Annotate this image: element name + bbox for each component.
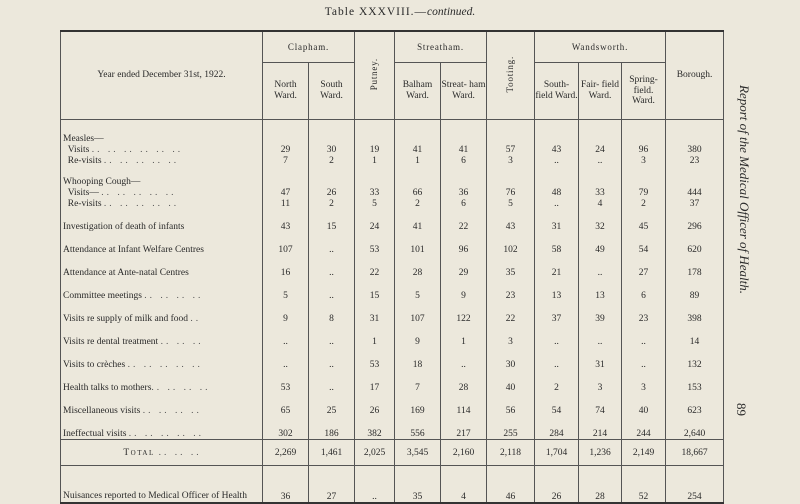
table-row: Visits re supply of milk and food .. 9 8 31 107 122 22 37 39 23 398 (61, 301, 724, 324)
table-row: Miscellaneous visits .. .. .. .. 65 25 26 169 114 56 54 74 40 623 (61, 393, 724, 416)
table-cell: 47 (263, 187, 309, 198)
table-cell: 4 (579, 198, 622, 209)
table-cell: 45 (622, 209, 666, 232)
table-cell: 35 (395, 466, 441, 504)
table-cell: 2 (622, 198, 666, 209)
table-cell: 27 (622, 255, 666, 278)
table-cell: 6 (622, 278, 666, 301)
table-cell: 214 (579, 416, 622, 440)
table-cell: 27 (309, 466, 355, 504)
table-row: Visits .. .. .. .. .. .. 29 30 19 41 41 57 43 24 96 380 (61, 144, 724, 155)
table-cell: 89 (666, 278, 724, 301)
table-cell: 13 (535, 278, 579, 301)
table-cell: 40 (487, 370, 535, 393)
table-cell: .. (579, 255, 622, 278)
table-cell: Nuisances reported to Medical Officer of Health (61, 466, 263, 504)
table-cell: 31 (535, 209, 579, 232)
table-cell: 41 (441, 144, 487, 155)
table-cell: 102 (487, 232, 535, 255)
table-cell: Investigation of death of infants (61, 209, 263, 232)
table-cell: 5 (263, 278, 309, 301)
table-cell: Measles— (61, 133, 263, 144)
table-cell: 9 (263, 301, 309, 324)
table-row (61, 255, 724, 278)
table-cell: 30 (309, 144, 355, 155)
table-cell: 18,667 (666, 440, 724, 466)
table-cell: 2,118 (487, 440, 535, 466)
table-cell: 48 (535, 187, 579, 198)
table-cell: 23 (487, 278, 535, 301)
table-cell: 43 (487, 209, 535, 232)
table-cell: .. (441, 347, 487, 370)
table-cell: .. (309, 232, 355, 255)
table-cell: 255 (487, 416, 535, 440)
table-title-main: Table XXXVIII.— (324, 6, 428, 18)
table-cell: 2 (309, 198, 355, 209)
table-cell: 54 (622, 232, 666, 255)
table-cell: 2 (395, 198, 441, 209)
table-cell: 6 (441, 155, 487, 166)
table-cell: 25 (309, 393, 355, 416)
table-cell: 2 (535, 370, 579, 393)
south-ward-header: South Ward. (309, 63, 355, 120)
side-running-title: Report of the Medical Officer of Health. (737, 85, 752, 295)
table-cell: 28 (441, 370, 487, 393)
table-cell: 26 (355, 393, 395, 416)
table-cell: 46 (487, 466, 535, 504)
table-cell: 153 (666, 370, 724, 393)
table-cell: .. (355, 466, 395, 504)
table-cell: 296 (666, 209, 724, 232)
table-cell: 53 (355, 232, 395, 255)
table-cell: 39 (579, 301, 622, 324)
table-cell: 6 (441, 198, 487, 209)
table-cell: 24 (579, 144, 622, 155)
table-cell: 22 (355, 255, 395, 278)
table-title (60, 6, 740, 18)
table-row: Re-visits .. .. .. .. .. 11 2 5 2 6 5 .. 4 2 37 (61, 198, 724, 209)
table-cell: .. (579, 324, 622, 347)
table-cell: 66 (395, 187, 441, 198)
fairfield-ward-header: Fair- field Ward. (579, 63, 622, 120)
table-cell: 43 (263, 209, 309, 232)
tooting-header: Tooting. (487, 31, 535, 120)
table-row (61, 466, 724, 504)
table-cell: 41 (395, 209, 441, 232)
springfield-ward-header: Spring- field. Ward. (622, 63, 666, 120)
table-cell: 16 (263, 255, 309, 278)
table-cell: 5 (487, 198, 535, 209)
table-cell: 107 (395, 301, 441, 324)
table-cell: 3 (622, 370, 666, 393)
table-cell: 3 (487, 324, 535, 347)
table-cell: 380 (666, 144, 724, 155)
table-cell: 7 (263, 155, 309, 166)
table-cell: .. (535, 198, 579, 209)
table-cell: 556 (395, 416, 441, 440)
table-cell: 57 (487, 144, 535, 155)
table-row (61, 133, 724, 144)
table-row: Health talks to mothers.. .. .. .. 53 .. 17 7 28 40 2 3 3 153 (61, 370, 724, 393)
table-cell: .. (263, 324, 309, 347)
table-cell: 1,461 (309, 440, 355, 466)
table-cell: 9 (395, 324, 441, 347)
table-cell: 33 (579, 187, 622, 198)
table-cell: 217 (441, 416, 487, 440)
table-cell: 26 (535, 466, 579, 504)
streatham-header: Streatham. (395, 31, 487, 63)
table-cell: 43 (535, 144, 579, 155)
table-cell: .. (579, 155, 622, 166)
table-cell: 2,025 (355, 440, 395, 466)
table-cell: .. (309, 255, 355, 278)
table-cell: .. (535, 324, 579, 347)
table-cell: 31 (355, 301, 395, 324)
table-row: Committee meetings .. .. .. .. 5 .. 15 5 9 23 13 13 6 89 (61, 278, 724, 301)
table-cell: 1,704 (535, 440, 579, 466)
table-cell: .. (535, 347, 579, 370)
table-cell: 56 (487, 393, 535, 416)
year-header: Year ended December 31st, 1922. (61, 31, 263, 120)
table-cell: 49 (579, 232, 622, 255)
table-cell: 23 (622, 301, 666, 324)
table-cell: 17 (355, 370, 395, 393)
putney-header: Putney. (355, 31, 395, 120)
table-cell: 96 (622, 144, 666, 155)
table-cell: Whooping Cough— (61, 176, 263, 187)
table-cell: 122 (441, 301, 487, 324)
table-cell: 28 (395, 255, 441, 278)
table-cell: 31 (579, 347, 622, 370)
table-cell: 23 (666, 155, 724, 166)
table-cell: 53 (263, 370, 309, 393)
balham-ward-header: Balham Ward. (395, 63, 441, 120)
table-cell: 114 (441, 393, 487, 416)
table-cell: 3 (487, 155, 535, 166)
table-cell: 382 (355, 416, 395, 440)
table-cell: 22 (487, 301, 535, 324)
statistics-table (60, 30, 724, 504)
table-cell: 53 (355, 347, 395, 370)
table-cell: 76 (487, 187, 535, 198)
table-cell: 40 (622, 393, 666, 416)
table-cell: 26 (309, 187, 355, 198)
table-cell: 37 (666, 198, 724, 209)
table-cell: 398 (666, 301, 724, 324)
table-cell: 79 (622, 187, 666, 198)
table-cell: 3 (622, 155, 666, 166)
table-cell: 15 (309, 209, 355, 232)
table-cell: 37 (535, 301, 579, 324)
table-cell: 1 (355, 324, 395, 347)
table-cell: 58 (535, 232, 579, 255)
table-row (61, 209, 724, 232)
wandsworth-header: Wandsworth. (535, 31, 666, 63)
table-row (61, 232, 724, 255)
table-row: Visits to crèches .. .. .. .. .. .. .. 53 18 .. 30 .. 31 .. 132 (61, 347, 724, 370)
table-cell: 54 (535, 393, 579, 416)
table-cell: 1 (441, 324, 487, 347)
table-cell: 36 (441, 187, 487, 198)
table-cell: 14 (666, 324, 724, 347)
table-cell: .. (309, 324, 355, 347)
table-cell: 620 (666, 232, 724, 255)
table-cell: 33 (355, 187, 395, 198)
north-ward-header: North Ward. (263, 63, 309, 120)
table-cell: 2,640 (666, 416, 724, 440)
table-cell: 2 (309, 155, 355, 166)
table-cell: 24 (355, 209, 395, 232)
table-cell: 1 (395, 155, 441, 166)
table-cell: 41 (395, 144, 441, 155)
streatham-ward-header: Streat- ham Ward. (441, 63, 487, 120)
table-cell: .. (263, 347, 309, 370)
table-cell: 1,236 (579, 440, 622, 466)
page-number: 89 (734, 403, 749, 416)
table-cell: 32 (579, 209, 622, 232)
total-row: Total .. .. .. 2,269 1,461 2,025 3,545 2,160 2,118 1,704 1,236 2,149 18,667 (61, 440, 724, 466)
table-cell: 186 (309, 416, 355, 440)
table-title-continued: continued. (427, 6, 476, 18)
table-cell: 65 (263, 393, 309, 416)
table-cell: 13 (579, 278, 622, 301)
table-cell: 18 (395, 347, 441, 370)
table-cell: 7 (395, 370, 441, 393)
table-cell: 9 (441, 278, 487, 301)
table-cell: 22 (441, 209, 487, 232)
table-cell: .. (535, 155, 579, 166)
table-cell: 29 (263, 144, 309, 155)
table-row: Re-visits .. .. .. .. .. 7 2 1 1 6 3 .. .. 3 23 (61, 155, 724, 166)
table-cell: 1 (355, 155, 395, 166)
table-cell: 29 (441, 255, 487, 278)
borough-header: Borough. (666, 31, 724, 120)
table-cell: 35 (487, 255, 535, 278)
table-cell: 2,160 (441, 440, 487, 466)
table-cell: 169 (395, 393, 441, 416)
table-cell: 8 (309, 301, 355, 324)
table-row: Ineffectual visits .. .. .. .. .. 302 186 382 556 217 255 284 214 244 2,640 (61, 416, 724, 440)
table-row: Visits re dental treatment .. .. .. .. .. 1 9 1 3 .. .. .. 14 (61, 324, 724, 347)
table-cell: 36 (263, 466, 309, 504)
table-cell: 3 (579, 370, 622, 393)
table-cell: 28 (579, 466, 622, 504)
table-cell: 74 (579, 393, 622, 416)
table-cell: 3,545 (395, 440, 441, 466)
table-cell: .. (622, 347, 666, 370)
table-cell: 178 (666, 255, 724, 278)
table-cell: 254 (666, 466, 724, 504)
table-cell: 132 (666, 347, 724, 370)
table-cell: 244 (622, 416, 666, 440)
table-cell: 21 (535, 255, 579, 278)
table-cell: 52 (622, 466, 666, 504)
table-cell: 2,269 (263, 440, 309, 466)
table-cell: 4 (441, 466, 487, 504)
table-cell: .. (309, 370, 355, 393)
clapham-header: Clapham. (263, 31, 355, 63)
table-row: Visits— .. .. .. .. .. 47 26 33 66 36 76 48 33 79 444 (61, 187, 724, 198)
table-cell: .. (622, 324, 666, 347)
table-cell: 101 (395, 232, 441, 255)
southfield-ward-header: South- field Ward. (535, 63, 579, 120)
table-cell: 30 (487, 347, 535, 370)
table-cell: 15 (355, 278, 395, 301)
table-cell: 444 (666, 187, 724, 198)
table-cell: .. (309, 347, 355, 370)
table-cell: .. (309, 278, 355, 301)
table-cell: Attendance at Infant Welfare Centres (61, 232, 263, 255)
table-cell: 302 (263, 416, 309, 440)
table-cell: 2,149 (622, 440, 666, 466)
table-row (61, 176, 724, 187)
table-cell: 5 (355, 198, 395, 209)
table-cell: 284 (535, 416, 579, 440)
table-cell: 11 (263, 198, 309, 209)
table-cell: 5 (395, 278, 441, 301)
table-cell: Attendance at Ante-natal Centres (61, 255, 263, 278)
table-cell: 19 (355, 144, 395, 155)
table-cell: 107 (263, 232, 309, 255)
table-cell: 623 (666, 393, 724, 416)
table-cell: 96 (441, 232, 487, 255)
